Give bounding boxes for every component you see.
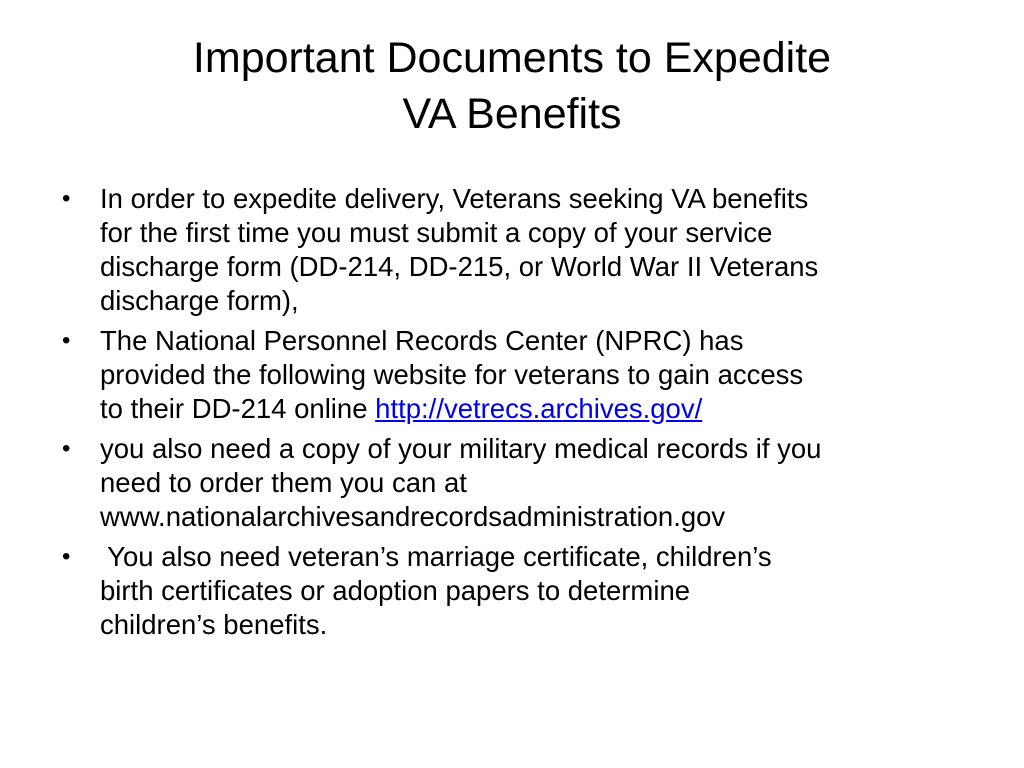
bullet-text-line: discharge form (DD-214, DD-215, or World War II Veterans [100,251,819,282]
bullet-text-line: discharge form), [100,285,299,316]
bullet-text-line: need to order them you can at [100,467,467,498]
bullet-item-medical-records [62,432,972,534]
bullet-item-discharge-form [62,182,972,318]
slide-title [60,30,964,142]
bullet-text-line: children’s benefits. [100,609,328,640]
bullet-icon: • [62,327,71,354]
slide-title-line-2: VA Benefits [402,90,622,138]
bullet-text-line: you also need a copy of your military medical records if you [100,433,822,464]
bullet-text-line: for the first time you must submit a copy of your service [100,217,773,248]
bullet-text-line: www.nationalarchivesandrecordsadministration.gov [100,501,726,532]
bullet-icon: • [62,543,71,570]
bullet-item-nprc-website [62,324,972,426]
bullet-text-line: birth certificates or adoption papers to determine [100,575,691,606]
bullet-text-line: provided the following website for veterans to gain access [100,359,804,390]
bullet-text-line-with-link [100,392,972,426]
slide-title-line-1: Important Documents to Expedite [192,34,832,82]
bullet-icon: • [62,435,71,462]
bullet-item-certificates [62,540,972,642]
bullet-text-line: You also need veteran’s marriage certificate, children’s [100,541,772,572]
bullet-icon: • [62,185,71,212]
bullet-text-fragment: to their DD-214 online [100,393,376,424]
bullet-text-line: In order to expedite delivery, Veterans seeking VA benefits [100,183,809,214]
bullet-text-line: The National Personnel Records Center (NPRC) has [100,325,744,356]
vetrecs-link[interactable]: http://vetrecs.archives.gov/ [375,393,703,424]
bullet-list [62,182,972,648]
